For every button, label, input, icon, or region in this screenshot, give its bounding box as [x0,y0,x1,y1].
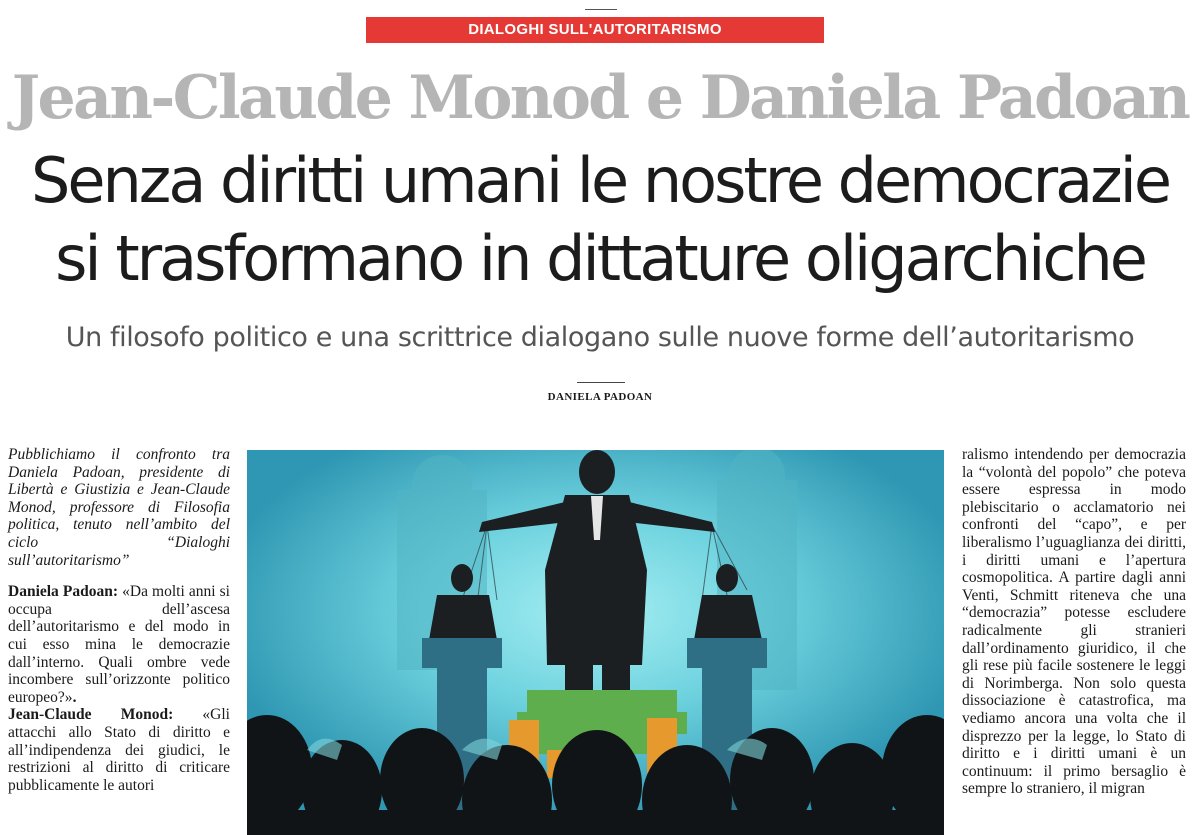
headline [0,142,1200,298]
speaker-padoan: Daniela Padoan: [8,583,119,601]
headline-line-1: Senza diritti umani le nostre democrazie [30,144,1169,217]
question-text: «Da molti anni si occupa dell’ascesa dell’autoritarismo e del modo in cui esso mina le democrazie dall’interno. Quali ombre vede incombere sull’orizzonte politico europeo?» [8,583,230,706]
illustration-puppet-master [247,450,944,835]
right-column-text: ralismo intendendo per democrazia la “volontà del popolo” che poteva essere espressa in modo plebiscitario o acclamatorio nei confronti del “capo”, e per liberalismo l’uguaglianza dei diritti, i diritti umani e l’apertura cosmopolitica. A partire dagli anni Venti, Schmitt riteneva che una “democrazia” potesse escludere radicalmente gli stranieri dall’ordinamento giuridico, il che gli rese più facile sostenere le leggi di Norimberga. Non solo questa dissociazione è catastrofica, ma vediamo ancora una volta che il disprezzo per la legge, lo Stato di diritto e i diritti umani è un continuum: il primo bersaglio è sempre lo straniero, il migran [962,446,1186,798]
top-rule [585,9,617,10]
byline: DANIELA PADOAN [547,391,653,403]
right-column [962,446,1186,798]
headline-line-2: si trasformano in dittature oligarchiche [55,222,1145,295]
intro-paragraph: Pubblichiamo il confronto tra Daniela Padoan, presidente di Libertà e Giustizia e Jean-Claude Monod, professore di Filosofia politica, tenuto nell’ambito del ciclo “Dialoghi sull’autoritarismo” [8,446,230,569]
question-paragraph [8,583,230,706]
section-kicker: DIALOGHI SULL'AUTORITARISMO [366,17,824,43]
left-column [8,446,230,794]
article-names-title: Jean-Claude Monod e Daniela Padoan [11,63,1189,133]
question-end: . [72,688,77,706]
speaker-monod: Jean-Claude Monod: [8,706,174,724]
byline-rule [577,382,625,383]
answer-paragraph [8,706,230,794]
subheadline: Un filosofo politico e una scrittrice dialogano sulle nuove forme dell’autoritarismo [65,322,1135,353]
answer-text: «Gli attacchi allo Stato di diritto e all’indipendenza dei giudici, le restrizioni al diritto di criticare pubblicamente le autori [8,706,230,794]
